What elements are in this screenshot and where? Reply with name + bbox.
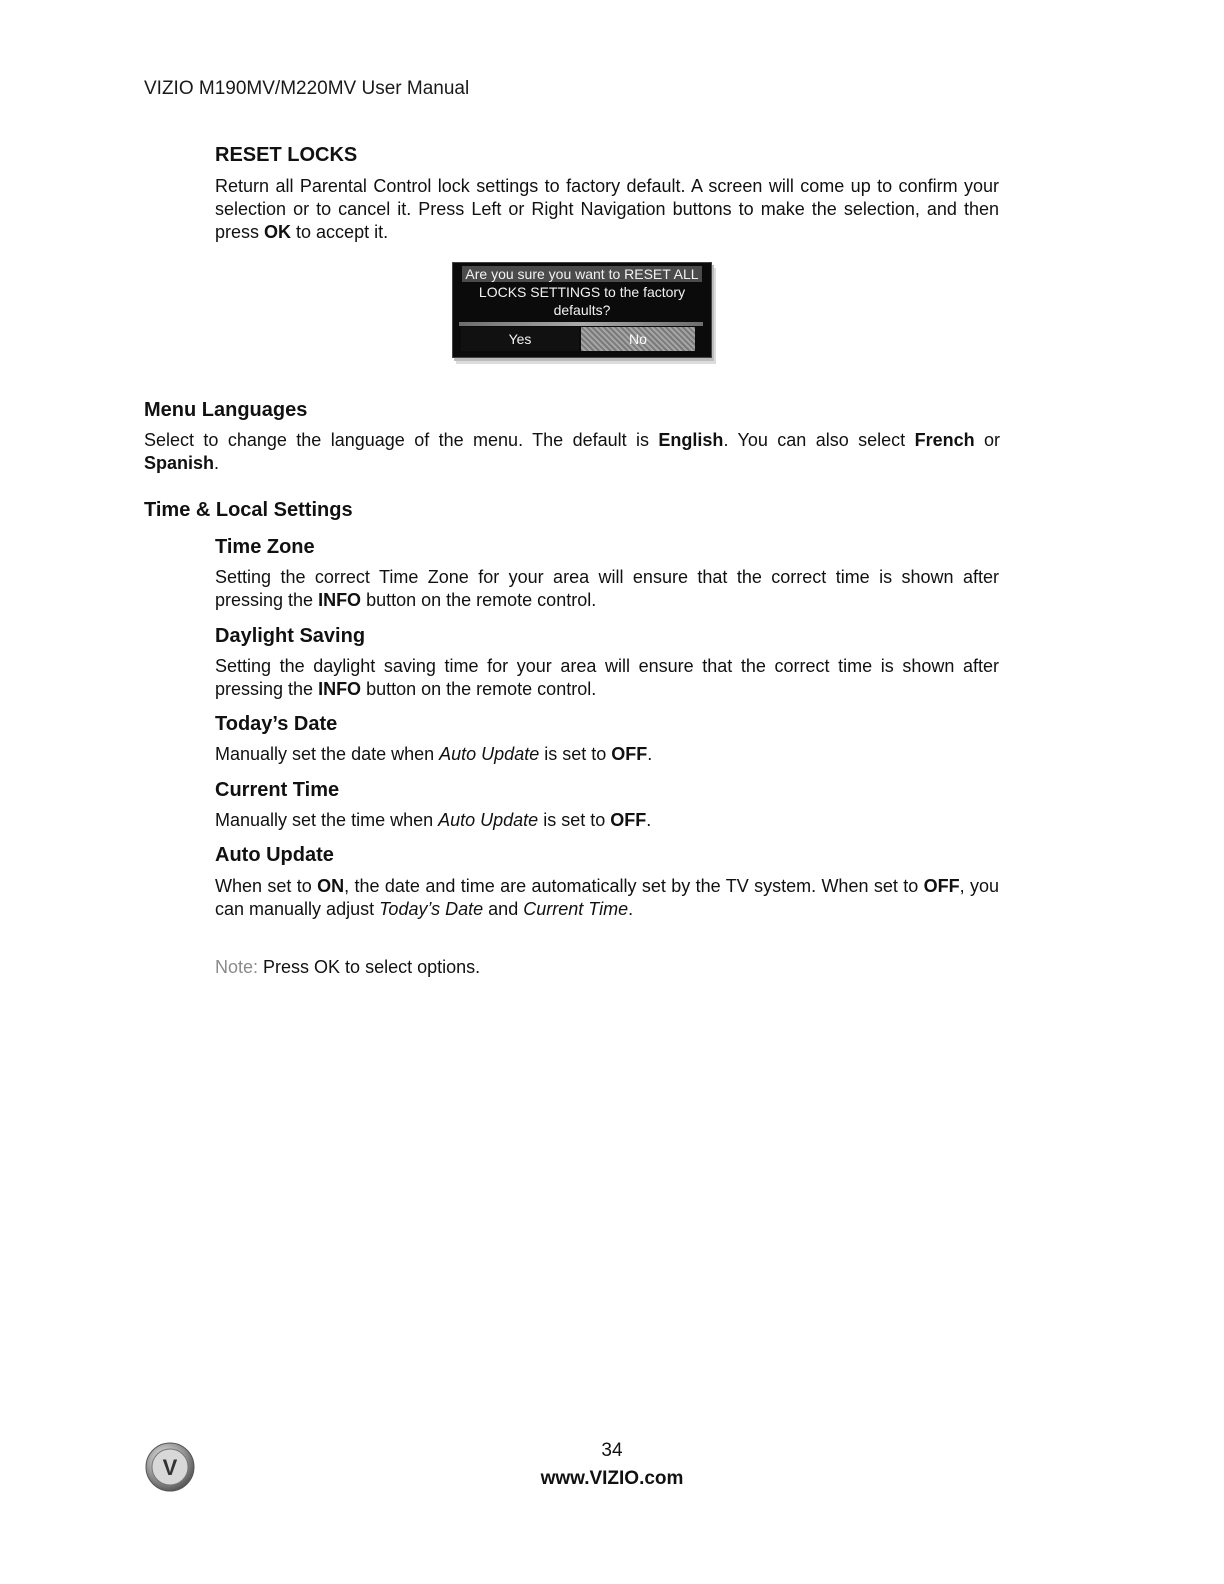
emphasis-bold: English <box>658 430 724 450</box>
emphasis-bold: INFO <box>318 590 362 610</box>
text-run: . You can also select <box>723 430 915 450</box>
page-number: 34 <box>601 1440 623 1461</box>
dialog-line-1: Are you sure you want to RESET ALL <box>462 266 701 282</box>
todays-date-heading: Today’s Date <box>215 713 338 735</box>
text-run: Manually set the date when <box>215 744 440 764</box>
emphasis-bold: OFF <box>610 810 647 830</box>
daylight-saving-body <box>215 655 999 701</box>
website-link[interactable]: www.VIZIO.com <box>540 1468 684 1489</box>
note <box>215 956 999 979</box>
document-header: VIZIO M190MV/M220MV User Manual <box>144 78 470 99</box>
auto-update-body <box>215 875 999 921</box>
emphasis-bold: OFF <box>611 744 648 764</box>
text-run: Manually set the time when <box>215 810 439 830</box>
text-run: . <box>647 744 653 764</box>
text-run: is set to <box>538 810 611 830</box>
reset-locks-dialog-screenshot <box>452 262 712 358</box>
text-run: . <box>214 453 220 473</box>
emphasis-italic: Auto Update <box>439 744 540 764</box>
emphasis-italic: Auto Update <box>438 810 539 830</box>
menu-languages-heading: Menu Languages <box>144 399 308 421</box>
emphasis-italic: Today’s Date <box>379 899 484 919</box>
dialog-line-2: LOCKS SETTINGS to the factory <box>478 284 686 300</box>
time-local-heading: Time & Local Settings <box>144 499 353 521</box>
reset-locks-body <box>215 175 999 244</box>
reset-locks-heading: RESET LOCKS <box>215 144 358 166</box>
emphasis-bold: Spanish <box>144 453 215 473</box>
auto-update-heading: Auto Update <box>215 844 334 866</box>
text-run: Setting the correct Time Zone for your area will ensure that the correct time is shown after pressing the <box>215 567 999 610</box>
emphasis-bold: French <box>914 430 975 450</box>
text-run: is set to <box>539 744 612 764</box>
text-run: or <box>974 430 1001 450</box>
todays-date-body <box>215 743 999 766</box>
note-label: Note: <box>215 957 259 977</box>
daylight-saving-heading: Daylight Saving <box>215 625 366 647</box>
emphasis-bold: OFF <box>923 876 960 896</box>
current-time-body <box>215 809 999 832</box>
yes-button[interactable]: Yes <box>461 327 579 351</box>
text-run: , you can manually adjust <box>215 876 999 919</box>
emphasis-bold: ON <box>317 876 345 896</box>
text-run: Setting the daylight saving time for your area will ensure that the correct time is shown after pressing the <box>215 656 999 699</box>
text-run: button on the remote control. <box>361 679 597 699</box>
text-run: button on the remote control. <box>361 590 597 610</box>
dialog-line-3: defaults? <box>553 302 611 318</box>
text-run: . <box>646 810 652 830</box>
text-run: . <box>628 899 634 919</box>
current-time-heading: Current Time <box>215 779 340 801</box>
text-run: Return all Parental Control lock settings to factory default. A screen will come up to confirm your selection or to cancel it. Press Left or Right Navigation buttons to make the selection, and then press <box>215 176 999 242</box>
menu-languages-body <box>144 429 1000 475</box>
text-run: When set to <box>215 876 318 896</box>
text-run: to accept it. <box>291 222 389 242</box>
text-run: and <box>483 899 524 919</box>
text-run: , the date and time are automatically set by the TV system. When set to <box>344 876 924 896</box>
emphasis-bold: INFO <box>318 679 362 699</box>
logo-letter: V <box>162 1455 178 1480</box>
no-button[interactable]: No <box>581 327 695 351</box>
dialog-divider <box>459 322 703 326</box>
emphasis-bold: OK <box>264 222 292 242</box>
time-zone-heading: Time Zone <box>215 536 315 558</box>
emphasis-italic: Current Time <box>523 899 629 919</box>
time-zone-body <box>215 566 999 612</box>
text-run: Select to change the language of the menu. The default is <box>144 430 659 450</box>
note-text: Press OK to select options. <box>258 957 481 977</box>
dialog-message <box>453 265 711 319</box>
